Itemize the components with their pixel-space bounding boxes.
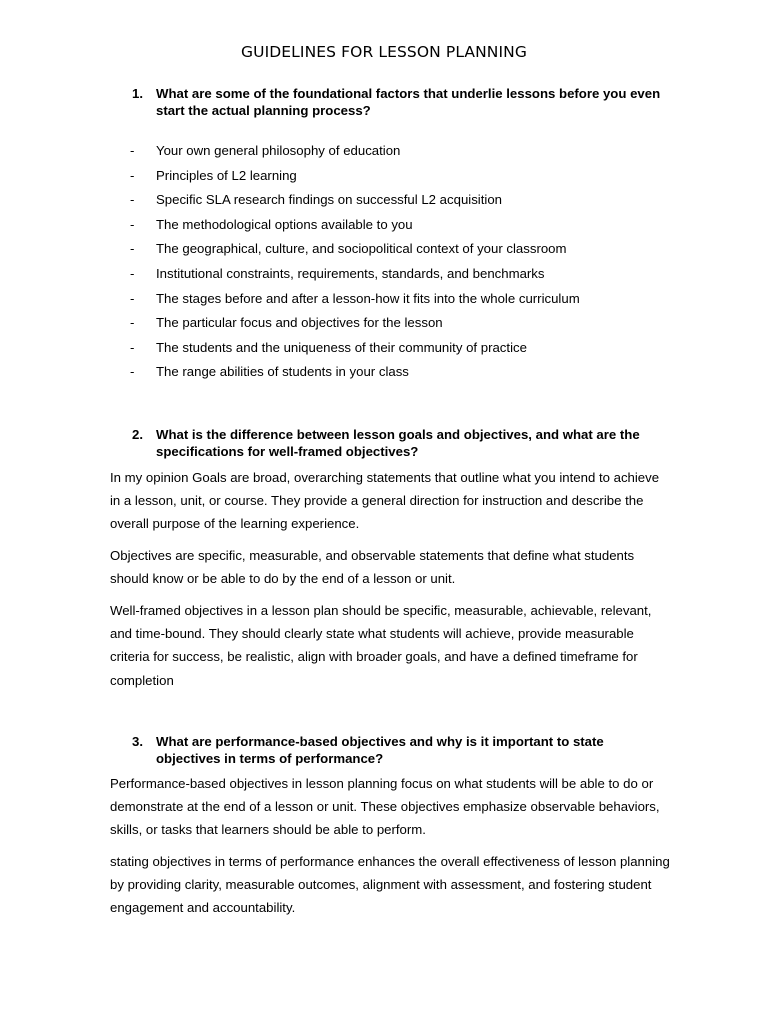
question-text: What are some of the foundational factors that underlie lessons before you even start the actual planning process?: [156, 86, 661, 118]
answer-paragraph: Well-framed objectives in a lesson plan should be specific, measurable, achievable, relevant, and time-bound. They should clearly state what students will achieve, provide measurable criteria for success, be realistic, align with broader goals, and have a defined timeframe for completion: [110, 603, 652, 688]
answer-paragraph: stating objectives in terms of performance enhances the overall effectiveness of lesson planning by providing clarity, measurable outcomes, alignment with assessment, and fostering student engagement and accountability.: [110, 854, 670, 916]
list-dash: -: [130, 241, 135, 257]
list-dash: -: [130, 339, 135, 355]
list-item-text: The students and the uniqueness of their community of practice: [156, 339, 527, 355]
question-3: [132, 733, 662, 767]
list-item-text: The stages before and after a lesson-how it fits into the whole curriculum: [156, 290, 580, 306]
question-2: [132, 426, 662, 460]
question-number: 3.: [132, 734, 143, 749]
answer-paragraph: In my opinion Goals are broad, overarching statements that outline what you intend to achieve in a lesson, unit, or course. They provide a general direction for instruction and describe the overall purpose of the learning experience.: [110, 470, 660, 532]
list-item-text: Your own general philosophy of education: [156, 143, 401, 158]
list-dash: -: [130, 167, 135, 183]
answer-paragraph: Performance-based objectives in lesson planning focus on what students will be able to do or demonstrate at the end of a lesson or unit. These objectives emphasize observable behaviors, skills, or tasks that learners should be able to perform.: [110, 776, 660, 838]
list-dash: -: [130, 265, 135, 281]
list-dash: -: [130, 192, 135, 208]
list-dash: -: [130, 290, 135, 306]
list-dash: -: [130, 364, 135, 380]
list-dash: -: [130, 315, 135, 331]
list-item-text: The range abilities of students in your class: [156, 364, 409, 380]
list-item-text: The particular focus and objectives for the lesson: [156, 315, 443, 331]
list-dash: -: [130, 216, 135, 232]
question-number: 2.: [132, 427, 143, 442]
list-item-text: Specific SLA research findings on successful L2 acquisition: [156, 192, 502, 208]
list-item-text: The geographical, culture, and sociopolitical context of your classroom: [156, 241, 567, 257]
question-text: What is the difference between lesson goals and objectives, and what are the specifications for well-framed objectives?: [156, 427, 640, 459]
answer-paragraph: Objectives are specific, measurable, and observable statements that define what students should know or be able to do by the end of a lesson or unit.: [110, 548, 635, 587]
document-title: GUIDELINES FOR LESSON PLANNING: [241, 43, 527, 61]
list-item-text: Principles of L2 learning: [156, 167, 297, 183]
list-dash: -: [130, 143, 135, 158]
question-number: 1.: [132, 86, 143, 101]
question-text: What are performance-based objectives and why is it important to state objectives in terms of performance?: [156, 734, 604, 766]
list-item-text: Institutional constraints, requirements, standards, and benchmarks: [156, 265, 545, 281]
list-item-text: The methodological options available to you: [156, 216, 413, 232]
question-1: [132, 85, 662, 119]
